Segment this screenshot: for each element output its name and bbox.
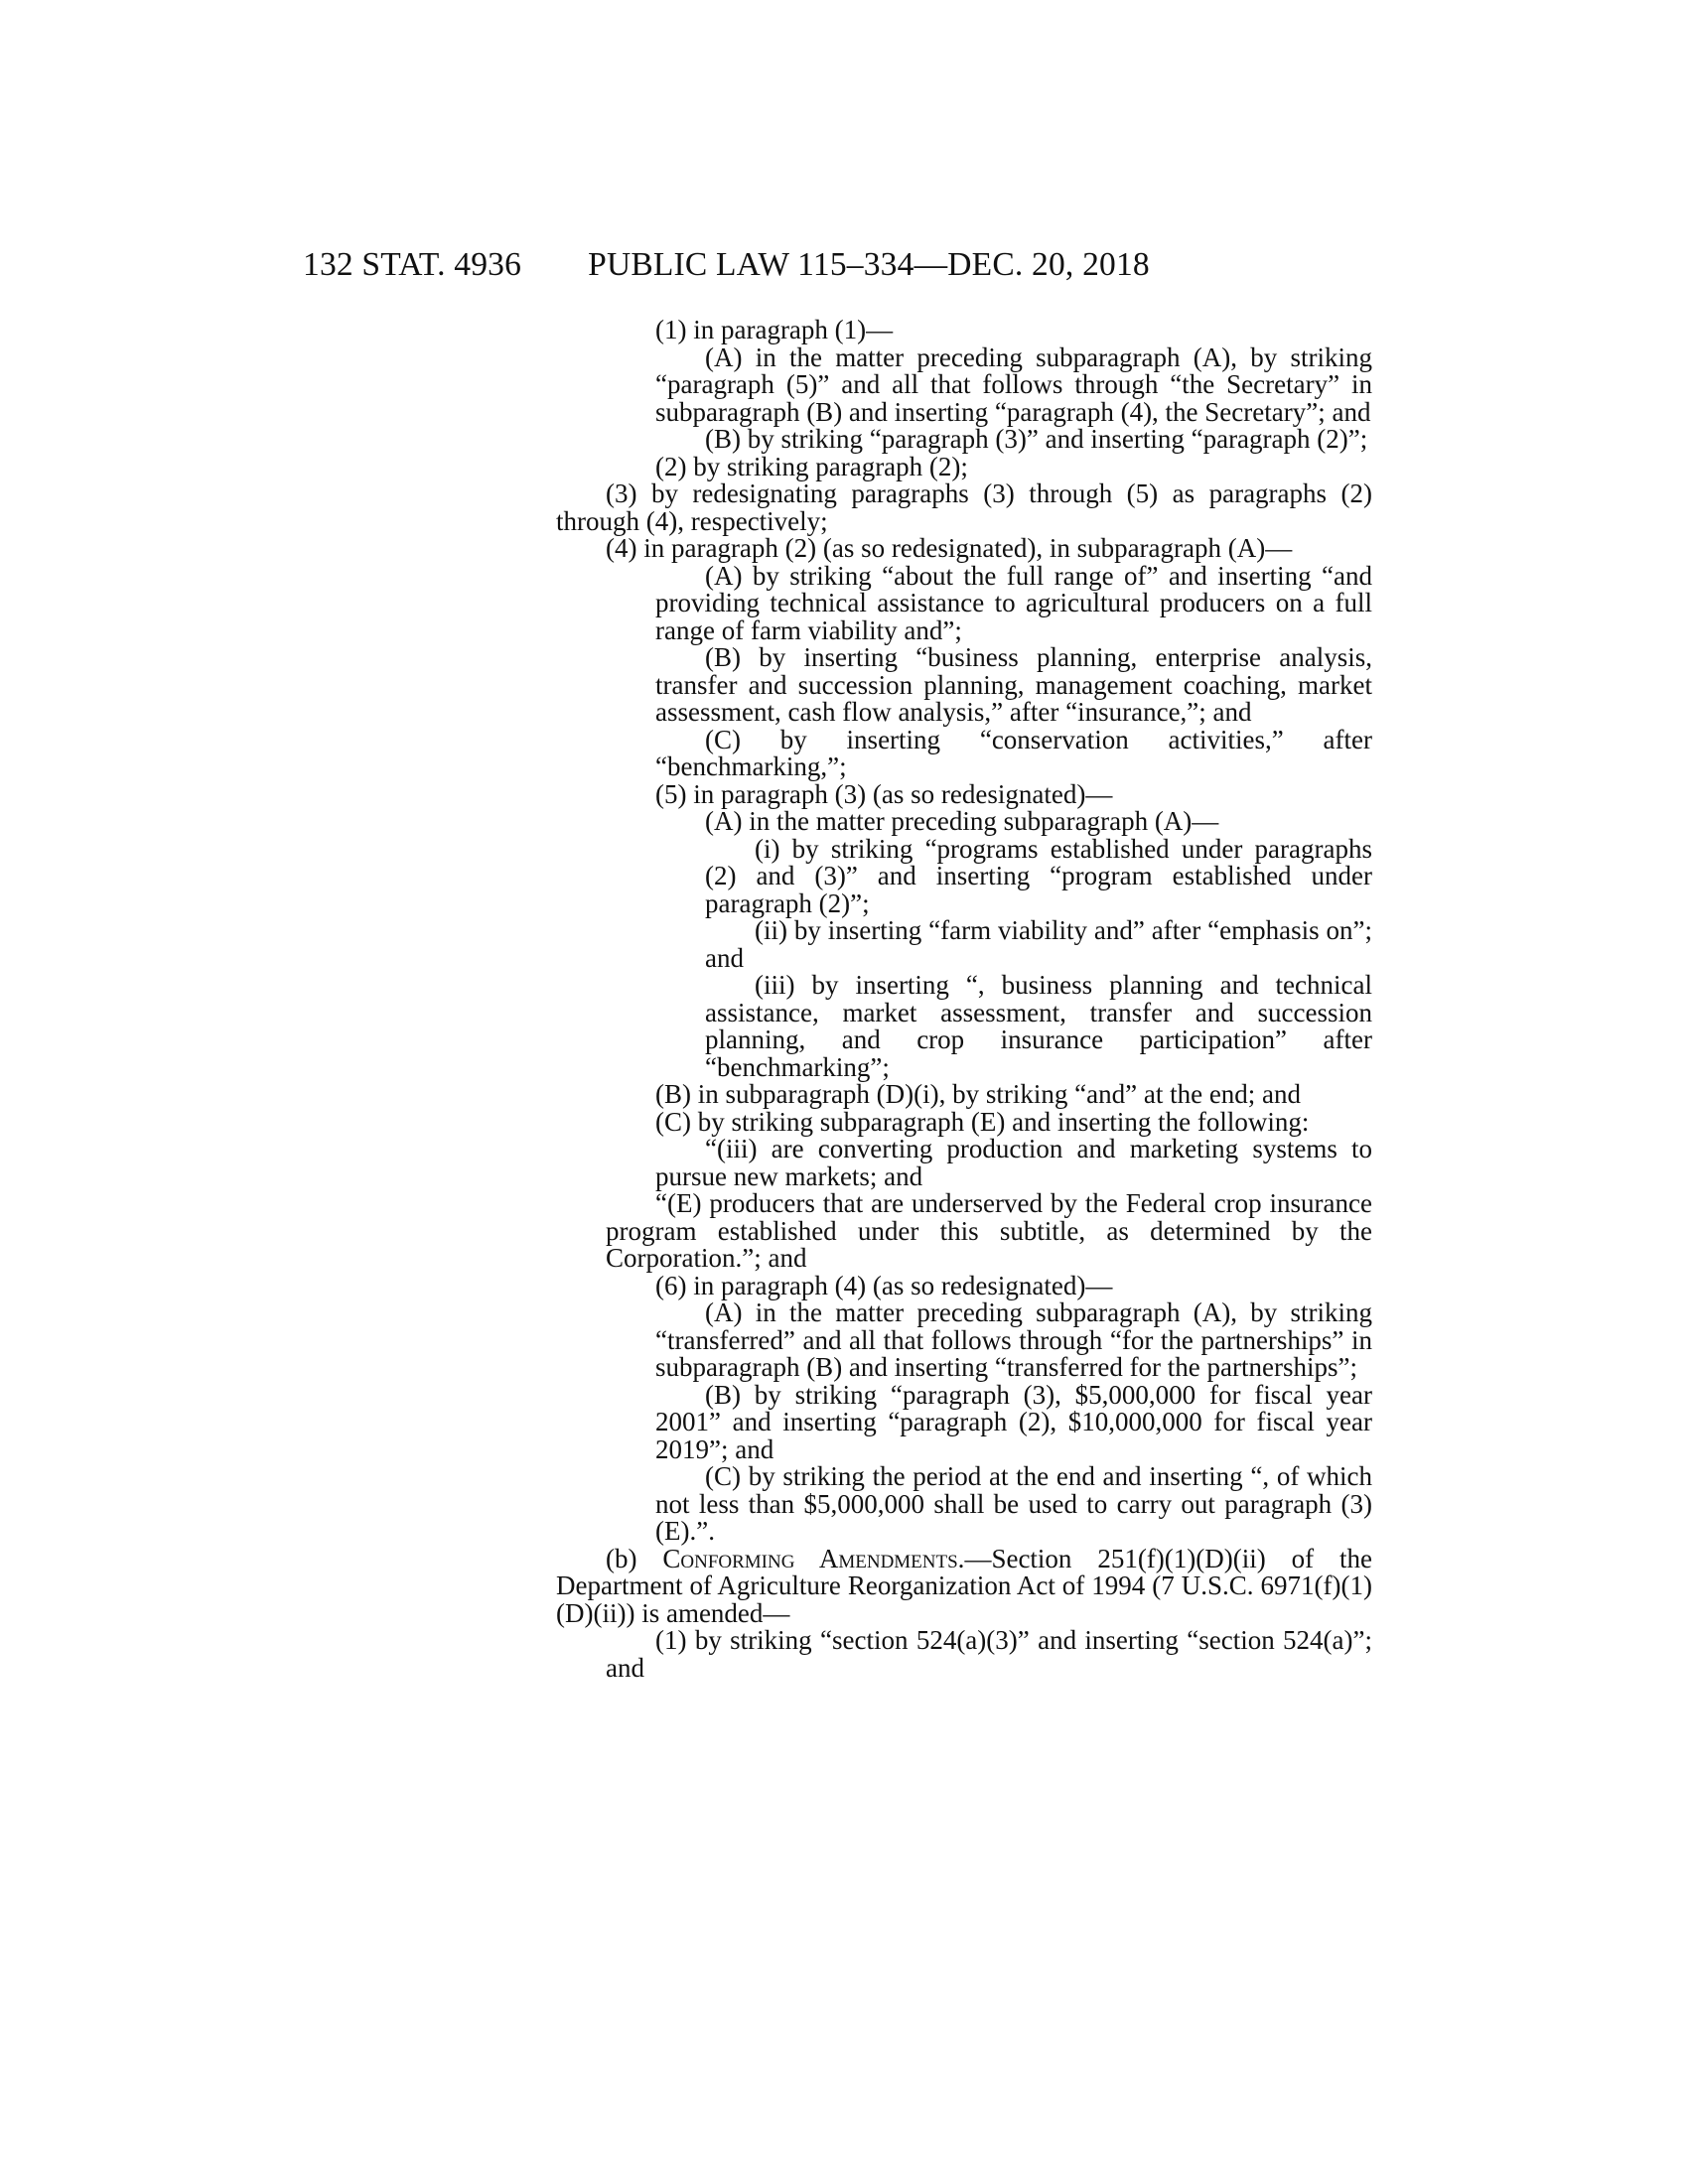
paragraph-5-a-i: (i) by striking “programs established under paragraphs (2) and (3)” and inserting “program established under paragraph (2)”; [705, 833, 1372, 918]
paragraph-5-a: (A) in the matter preceding subparagraph (A)— [705, 806, 1219, 836]
paragraph-5-a-iii: (iii) by inserting “, business planning and technical assistance, market assessment, transfer and succession planning, and crop insurance participation” after “benchmarking”; [705, 970, 1372, 1082]
paragraph-4: (4) in paragraph (2) (as so redesignated), in subparagraph (A)— [606, 533, 1293, 563]
paragraph-1: (1) in paragraph (1)— [655, 315, 894, 344]
paragraph-5-c: (C) by striking subparagraph (E) and inserting the following: [655, 1106, 1310, 1137]
quoted-subparagraph-e: “(E) producers that are underserved by the Federal crop insurance program established under this subtitle, as determined by the Corporation.”; and [606, 1188, 1372, 1273]
paragraph-4-b: (B) by inserting “business planning, enterprise analysis, transfer and succession planning, management coaching, market assessment, cash flow analysis,” after “insurance,”; and [655, 642, 1372, 727]
page-header [303, 242, 1226, 288]
paragraph-6-a: (A) in the matter preceding subparagraph (A), by striking “transferred” and all that follows through “for the partnerships” in subparagraph (B) and inserting “transferred for the partnerships”; [655, 1297, 1372, 1382]
paragraph-4-a: (A) by striking “about the full range of” and inserting “and providing technical assistance to agricultural producers on a full range of farm viability and”; [655, 560, 1372, 645]
paragraph-3: (3) by redesignating paragraphs (3) through (5) as paragraphs (2) through (4), respectively; [556, 478, 1372, 536]
section-b [556, 1543, 1372, 1628]
public-law-title: PUBLIC LAW 115–334—DEC. 20, 2018 [588, 246, 1150, 283]
paragraph-6: (6) in paragraph (4) (as so redesignated)— [655, 1270, 1113, 1300]
section-b-label: (b) [606, 1543, 663, 1573]
quoted-clause-iii: “(iii) are converting production and marketing systems to pursue new markets; and [655, 1134, 1372, 1191]
statute-page-number: 132 STAT. 4936 [303, 246, 522, 283]
section-b-heading: Conforming Amendments. [662, 1543, 965, 1573]
paragraph-5: (5) in paragraph (3) (as so redesignated)— [655, 778, 1113, 809]
paragraph-6-b: (B) by striking “paragraph (3), $5,000,000 for fiscal year 2001” and inserting “paragraph (2), $10,000,000 for fiscal year 2019”; and [655, 1379, 1372, 1464]
paragraph-4-c: (C) by inserting “conservation activities,” after “benchmarking,”; [655, 724, 1372, 781]
paragraph-5-b: (B) in subparagraph (D)(i), by striking “and” at the end; and [655, 1079, 1302, 1109]
section-b-text: —Section 251(f)(1)(D)(ii) of the Department of Agriculture Reorganization Act of 1994 (7 U.S.C. 6971(f)(1)(D)(ii)) is amended— [556, 1543, 1372, 1628]
section-b-item-1: (1) by striking “section 524(a)(3)” and inserting “section 524(a)”; and [606, 1625, 1372, 1683]
paragraph-1-b: (B) by striking “paragraph (3)” and inserting “paragraph (2)”; [705, 424, 1368, 454]
paragraph-1-a: (A) in the matter preceding subparagraph (A), by striking “paragraph (5)” and all that follows through “the Secretary” in subparagraph (B) and inserting “paragraph (4), the Secretary”; and [655, 341, 1372, 427]
document-body [556, 317, 1372, 1682]
paragraph-2: (2) by striking paragraph (2); [655, 451, 968, 481]
paragraph-6-c: (C) by striking the period at the end and inserting “, of which not less than $5,000,000 shall be used to carry out paragraph (3)(E).”. [655, 1461, 1372, 1546]
paragraph-5-a-ii: (ii) by inserting “farm viability and” after “emphasis on”; and [705, 915, 1372, 973]
